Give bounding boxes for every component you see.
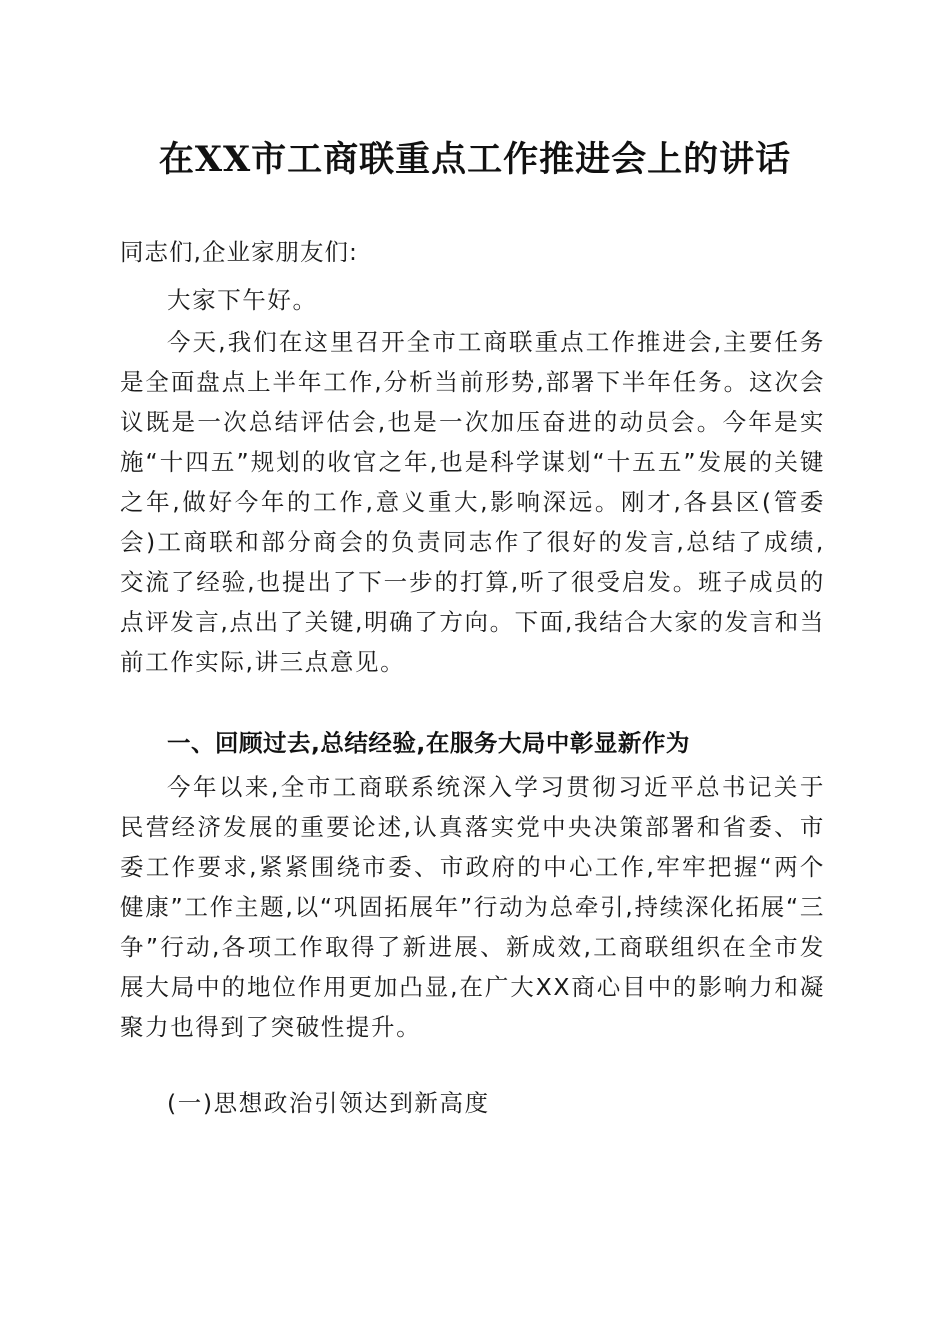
salutation: 同志们,企业家朋友们: (120, 238, 358, 266)
subsection-heading-1: (一)思想政治引领达到新高度 (167, 1089, 490, 1117)
intro-paragraph: 今天,我们在这里召开全市工商联重点工作推进会,主要任务是全面盘点上半年工作,分析当前形势,部署下半年任务。这次会议既是一次总结评估会,也是一次加压奋进的动员会。今年是实施“十四五”规划的收官之年,也是科学谋划“十五五”发展的关键之年,做好今年的工作,意义重大,影响深远。刚才,各县区(管委会)工商联和部分商会的负责同志作了很好的发言,总结了成绩,交流了经验,也提出了下一步的打算,听了很受启发。班子成员的点评发言,点出了关键,明确了方向。下面,我结合大家的发言和当前工作实际,讲三点意见。 (120, 328, 825, 676)
document-title: 在XX市工商联重点工作推进会上的讲话 (158, 139, 792, 180)
greeting-paragraph: 大家下午好。 (167, 286, 318, 314)
section-heading-1: 一、回顾过去,总结经验,在服务大局中彰显新作为 (167, 729, 690, 757)
section-1-paragraph: 今年以来,全市工商联系统深入学习贯彻习近平总书记关于民营经济发展的重要论述,认真落实党中央决策部署和省委、市委工作要求,紧紧围绕市委、市政府的中心工作,牢牢把握“两个健康”工作主题,以“巩固拓展年”行动为总牵引,持续深化拓展“三争”行动,各项工作取得了新进展、新成效,工商联组织在全市发展大局中的地位作用更加凸显,在广大XX商心目中的影响力和凝聚力也得到了突破性提升。 (120, 773, 825, 1041)
